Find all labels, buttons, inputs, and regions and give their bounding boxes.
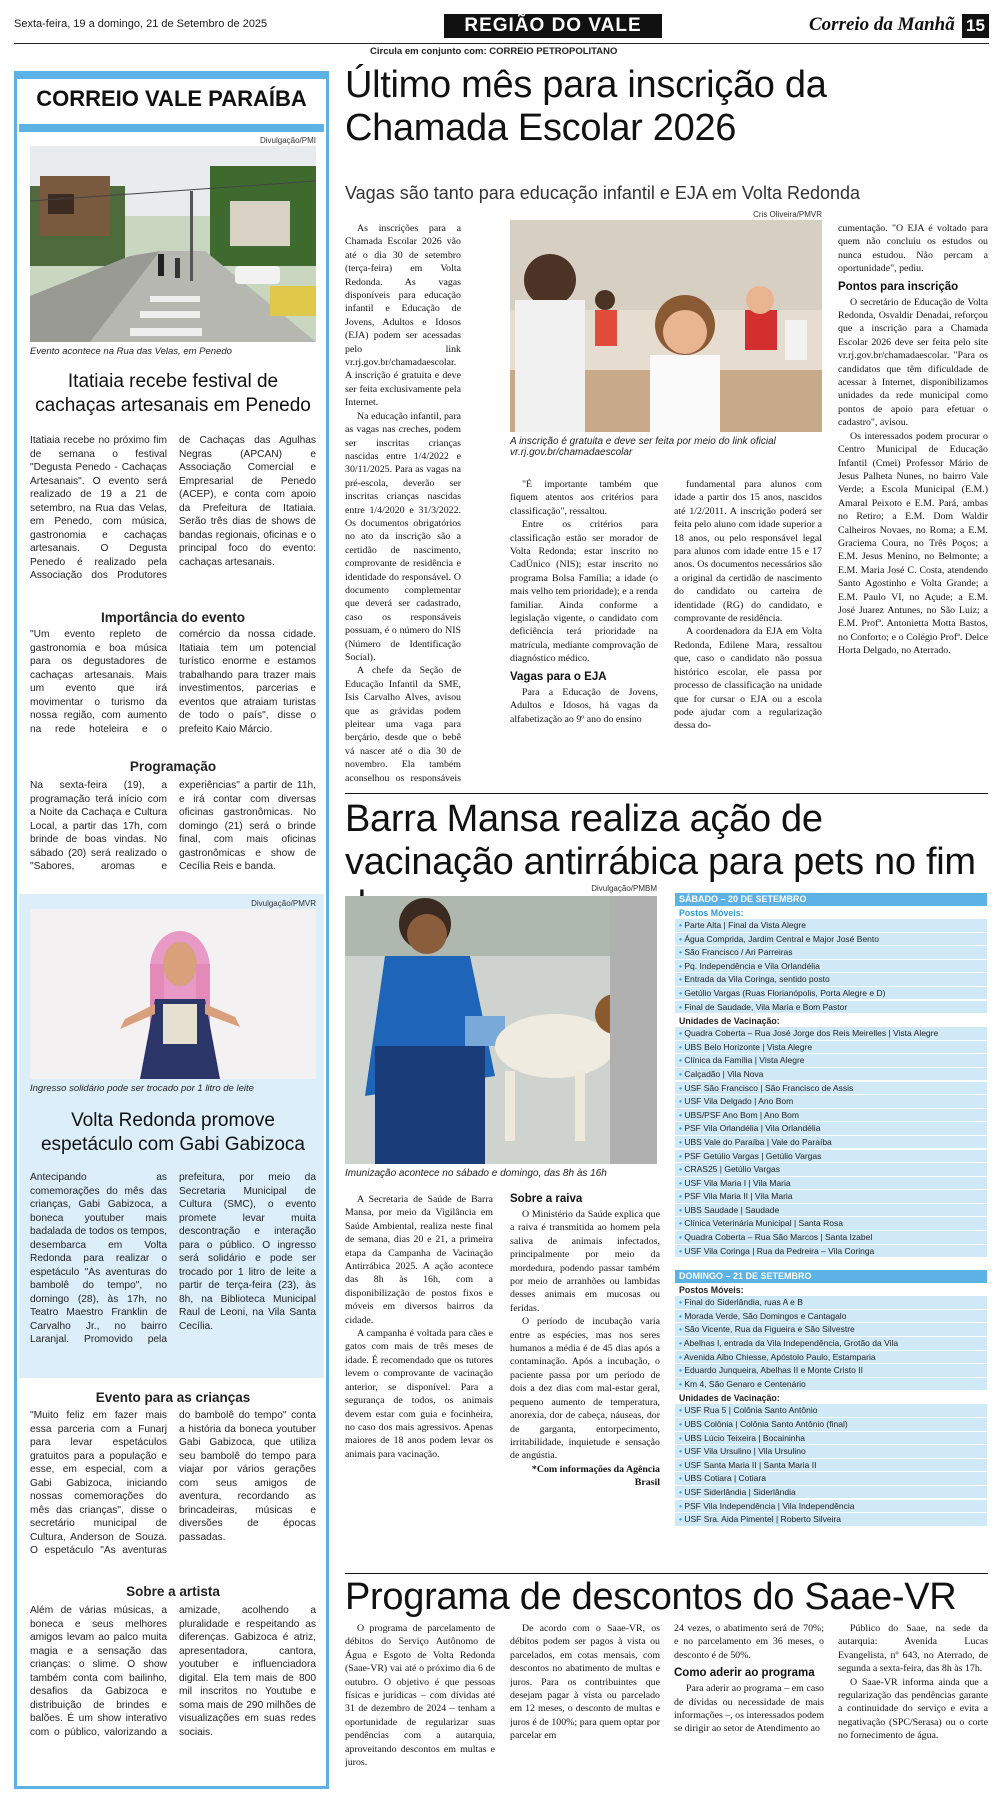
schedule-item: • UBS Vale do Paraíba | Vale do Paraíba bbox=[675, 1136, 987, 1149]
schedule-item: • Km 4, São Genaro e Centenário bbox=[675, 1378, 987, 1391]
paragraph: 24 vezes, o abatimento será de 70%; e no parcelamento em 36 meses, o desconto é de 50%. bbox=[674, 1623, 824, 1661]
schedule-item: • PSF Getúlio Vargas | Getúlio Vargas bbox=[675, 1150, 987, 1163]
schedule-item: • Quadra Coberta – Rua São Marcos | Santa Izabel bbox=[675, 1231, 987, 1244]
schedule-group-label: Unidades de Vacinação: bbox=[679, 1393, 780, 1404]
article-column bbox=[510, 1193, 660, 1563]
mobile-posts-list bbox=[675, 919, 987, 1013]
article-subhead: Vagas para o EJA bbox=[510, 670, 607, 683]
photo-caption: Ingresso solidário pode ser trocado por 1 litro de leite bbox=[30, 1083, 254, 1094]
schedule-item: • UBS Belo Horizonte | Vista Alegre bbox=[675, 1041, 987, 1054]
main-deck: Vagas são tanto para educação infantil e EJA em Volta Redonda bbox=[345, 183, 861, 203]
article-body: Além de várias músicas, a boneca e seus melhores amigos levam ao palco muita magia e a sensação das crianças: o slime. O show também conta com bailinho, desafios da Gabizoca e distribuição de brindes e balões. É um show interativo com o público, valorizando a amizade, acolhendo a pluralidade e respeitando as diferenças. Gabizoca é atriz, apresentadora, cantora, youtuber e influenciadora digital. Ela tem mais de 800 mil inscritos no Youtube e soma mais de 290 milhões de visualizações em suas redes sociais. bbox=[30, 1605, 316, 1738]
article-column bbox=[345, 222, 461, 782]
schedule-item: • UBS Saudade | Saudade bbox=[675, 1204, 987, 1217]
article-column bbox=[838, 222, 988, 782]
paragraph: Na educação infantil, para as vagas nas creches, podem ser inscritas crianças nascidas entre 1/4/2022 e 30/11/2025. Para as vagas na pré-escola, deverão ser inscritas crianças nascidas entre 1/4/2020 e 31/3/2022. Os documentos obrigatórios no ato da inscrição são a certidão de nascimento, comprovante de residência e identidade do responsável. O documento complementar que deverá ser cadastrado, caso os responsáveis possuam, é o número do NIS (Número de Identificação Social). bbox=[345, 410, 461, 663]
schedule-item: • Avenida Albo Chiesse, Apóstolo Paulo, Estamparia bbox=[675, 1351, 987, 1364]
schedule-item: • USF Vila Delgado | Ano Bom bbox=[675, 1095, 987, 1108]
pet-vaccination-photo bbox=[345, 896, 657, 1164]
article-body: "Muito feliz em fazer mais essa parceria com a Funarj para levar espetáculos gratuitos para a população e esse, em especial, com a Gabi Gabizoca, iniciando nossas comemorações do mês das crianças", disse o secretário municipal de Cultura, Anderson de Souza. O espetáculo "As aventuras do bambolê do tempo" conta a história da boneca youtuber Gabi Gabizoca, que utiliza seu bambolê do tempo para viajar por vários gerações com seus amigos de aventura, recordando as brincadeiras, músicas e diversões de épocas passadas. bbox=[30, 1410, 316, 1556]
article-column bbox=[345, 1193, 493, 1553]
gabi-gabizoca-photo bbox=[30, 909, 316, 1079]
paragraph: O secretário de Educação de Volta Redonda, Osvaldir Denadai, reforçou que a inscrição para a Chamada Escolar 2026 deve ser feita pelo site vr.rj.gov.br/chamadaescolar. "Para os candidatos que têm dificuldade de acessar à Internet, disponibilizamos unidades da rede municipal como pontos de apoio para efetuar o cadastro", avisou. bbox=[838, 296, 988, 429]
page-header bbox=[14, 14, 989, 44]
vaccination-units-list bbox=[675, 1027, 987, 1257]
sidebar-top-bar bbox=[14, 71, 329, 79]
school-children-photo bbox=[510, 220, 822, 432]
schedule-item: • USF Vila Ursulino | Vila Ursulino bbox=[675, 1445, 987, 1458]
text-block bbox=[510, 1208, 660, 1463]
schedule-item: • Final de Saudade, Vila Maria e Bom Pastor bbox=[675, 1001, 987, 1014]
schedule-item: • UBS Cotiara | Cotiara bbox=[675, 1472, 987, 1485]
article-subhead: Pontos para inscrição bbox=[838, 280, 959, 293]
article-body: Itatiaia recebe no próximo fim de semana o festival "Degusta Penedo - Cachaças Artesanais". O evento será realizado de 19 a 21 de setembro, na Rua das Velas, em Penedo, com música, gastronomia e cachaças artesanais. O Degusta Penedo é realizado pela Associação dos Produtores de Cachaças das Agulhas Negras (APCAN) e Associação Comercial e Empresarial de Penedo (ACEP), e conta com apoio da Prefeitura de Itatiaia. Serão três dias de shows de bandas regionais, oficinas e o principal foco do evento: cachaças artesanais. bbox=[30, 435, 316, 581]
article-subhead: Como aderir ao programa bbox=[674, 1667, 815, 1680]
page-number: 15 bbox=[962, 14, 989, 38]
article-column bbox=[674, 478, 822, 782]
paragraph: Os interessados podem procurar o Centro Municipal de Educação Infantil (Cmei) Professor Mário de Jesus Palheta Nunes, no bairro Vale Verde; a Escola Municipal (E.M.) Amaral Peixoto e E.M. Pará, ambas no Retiro; a E.M. Dom Waldir Calheiros Novaes, no Roma; a E.M. Graciema Coura, no Três Poços; a E.M. Jesus Menino, no Belmonte; a E.M. Maria José C. Costa, atendendo Santo Agostinho e Volta Grande; a E.M. Paulo VI, no Açude; a E.M. José Juarez Antunes, no São Luiz; a E.M. Profª. Antonietta Motta Bastos, no Conforto; e o Colégio Profª. Delce Horta Delgado, no Aterrado. bbox=[838, 430, 988, 657]
schedule-item: • Abelhas I, entrada da Vila Independência, Grotão da Vila bbox=[675, 1337, 987, 1350]
article-subhead: Evento para as crianças bbox=[95, 1390, 251, 1405]
main-headline: Programa de descontos do Saae-VR bbox=[345, 1576, 957, 1618]
article-headline: Volta Redonda promove espetáculo com Gabi Gabizoca bbox=[40, 1110, 306, 1155]
section-divider bbox=[345, 1573, 988, 1574]
newspaper-logo: Correio da Manhã bbox=[809, 14, 955, 35]
article-subhead: Programação bbox=[129, 759, 217, 774]
schedule-item: • USF Santa Maria II | Santa Maria II bbox=[675, 1459, 987, 1472]
paragraph: Para a Educação de Jovens, Adultos e Idosos, há vagas da alfabetização ao 9º ano do ensino bbox=[510, 686, 658, 725]
article-column bbox=[510, 478, 658, 782]
schedule-item: • Água Comprida, Jardim Central e Major José Bento bbox=[675, 933, 987, 946]
main-headline: Último mês para inscrição da Chamada Escolar 2026 bbox=[345, 64, 827, 149]
paragraph: A coordenadora da EJA em Volta Redonda, Edilene Mara, ressaltou que, caso o candidato não possua histórico escolar, ele passa por processo de classificação na unidade que for cursar o EJA ou a escola pode ajudar com a regularização dessa do- bbox=[674, 626, 822, 732]
paragraph: cumentação. "O EJA é voltado para quem não concluiu os estudos ou nunca estudou. Não percam a oportunidade", pediu. bbox=[838, 223, 988, 275]
paragraph: A campanha é voltada para cães e gatos com mais de três meses de idade. É recomendado que os tutores levem o comprovante de vacinação anterior, se disponível. Para a segurança de todos, os animais devem estar com guia e focinheira, no caso dos mais agressivos. Apenas maiores de 18 anos podem levar os animais para vacinação. bbox=[345, 1328, 493, 1460]
photo-caption: Imunização acontece no sábado e domingo, das 8h às 16h bbox=[345, 1168, 607, 1179]
paragraph: Entre os critérios para classificação estão ser morador de Volta Redonda; estar inscrito no CadÚnico (NIS); estar inscrito no programa Bolsa Família; a idade (o mais velho tem prioridade); e a renda familiar. Ainda conforme a legislação vigente, o candidato com deficiência terá prioridade na matrícula, mediante comprovação de diagnóstico médico. bbox=[510, 519, 658, 665]
schedule-item: • São Francisco / Ari Parreiras bbox=[675, 946, 987, 959]
paragraph: A Secretaria de Saúde de Barra Mansa, por meio da Vigilância em Saúde Ambiental, realiza neste final de semana, dias 20 e 21, a primeira etapa da Campanha de Vacinação Antirrábica 2025. A ação acontece das 8h às 16h, com a disponibilização de postos fixos e móveis em diversos bairros da cidade. bbox=[345, 1194, 493, 1326]
schedule-item: • Clínica Veterinária Municipal | Santa Rosa bbox=[675, 1217, 987, 1230]
article-column bbox=[345, 1622, 495, 1792]
paragraph: O programa de parcelamento de débitos do Serviço Autônomo de Água e Esgoto de Volta Redonda (Saae-VR) vai até o próximo dia 6 de outubro. O objetivo é que pessoas físicas e jurídicas – com dívidas até 31 de dezembro de 2024 – tenham a oportunidade de regularizar suas pendências com a autarquia, aproveitando descontos em multas e juros. bbox=[345, 1623, 495, 1769]
paragraph: A chefe da Seção de Educação Infantil da SME, Isis Carvalho Alves, avisou que as grávidas podem pleitear uma vaga para berçário, desde que o bebê vá nascer até o dia 30 de novembro. Ela também aconselhou os responsáveis bbox=[345, 665, 461, 782]
schedule-item: • Eduardo Junqueira, Abelhas II e Monte Cristo II bbox=[675, 1364, 987, 1377]
article-column bbox=[838, 1622, 988, 1792]
schedule-item: • Final do Siderlândia, ruas A e B bbox=[675, 1296, 987, 1309]
sidebar-title: CORREIO VALE PARAÍBA bbox=[36, 86, 307, 111]
article-subhead: Sobre a artista bbox=[126, 1584, 220, 1599]
schedule-item: • Pq. Independência e Vila Orlandélia bbox=[675, 960, 987, 973]
article-column bbox=[674, 1622, 824, 1792]
schedule-item: • UBS Lúcio Teixeira | Bocaininha bbox=[675, 1432, 987, 1445]
photo-credit: Cris Oliveira/PMVR bbox=[753, 210, 822, 219]
schedule-item: • USF Vila Maria I | Vila Maria bbox=[675, 1177, 987, 1190]
schedule-item: • Morada Verde, São Domingos e Cantagalo bbox=[675, 1310, 987, 1323]
paragraph: O período de incubação varia entre as espécies, mas nos seres humanos a média é de 45 dias após a contaminação. Após a incubação, o paciente passa por um período de dois a dez dias com mal-estar geral, pequeno aumento de temperatura, anorexia, dor de cabeça, náuseas, dor de garganta, entorpecimento, irritabilidade, inquietude e sensação de angústia. bbox=[510, 1316, 660, 1462]
paragraph: Para aderir ao programa – em caso de dívidas ou necessidade de mais informações –, os interessados podem se dirigir ao setor de Atendimento ao bbox=[674, 1683, 824, 1735]
schedule-item: • São Vicente, Rua da Figueira e São Silvestre bbox=[675, 1323, 987, 1336]
schedule-day-header: DOMINGO – 21 DE SETEMBRO bbox=[675, 1270, 987, 1283]
vaccination-units-list bbox=[675, 1404, 987, 1525]
sidebar-rule bbox=[19, 124, 324, 132]
text-block bbox=[838, 296, 988, 658]
schedule-item: • CRAS25 | Getúlio Vargas bbox=[675, 1163, 987, 1176]
schedule-item: • USF Rua 5 | Colônia Santo Antônio bbox=[675, 1404, 987, 1417]
paragraph: O Saae-VR informa ainda que a regularização das pendências garante a continuidade do serviço e evita a negativação (SPC/Serasa) ou o corte no fornecimento de água. bbox=[838, 1676, 988, 1742]
photo-caption: Evento acontece na Rua das Velas, em Penedo bbox=[30, 346, 232, 357]
text-block bbox=[510, 478, 658, 666]
schedule-item: • PSF Vila Maria II | Vila Maria bbox=[675, 1190, 987, 1203]
paragraph: "É importante também que fiquem atentos aos critérios para classificação", ressaltou. bbox=[510, 479, 658, 517]
schedule-item: • USF Vila Coringa | Rua da Pedreira – Vila Coringa bbox=[675, 1245, 987, 1258]
section-title: REGIÃO DO VALE bbox=[444, 14, 662, 38]
section-divider bbox=[345, 793, 988, 794]
schedule-item: • UBS Colônia | Colônia Santo Antônio (final) bbox=[675, 1418, 987, 1431]
schedule-item: • USF Sra. Aida Pimentel | Roberto Silveira bbox=[675, 1513, 987, 1526]
schedule-day-header: SÁBADO – 20 DE SETEMBRO bbox=[675, 893, 987, 906]
paragraph: De acordo com o Saae-VR, os débitos podem ser pagos à vista ou parcelados, em cotas mensais, com descontos no abatimento de multas e juros. Para os contribuintes que desejam pagar à vista ou parcelado em 12 meses, o desconto de multas e juros é de 100%; para quem optar por parcelar em bbox=[510, 1623, 660, 1742]
schedule-item: • Entrada da Vila Coringa, sentido posto bbox=[675, 973, 987, 986]
article-body: "Um evento repleto de gastronomia e boa música para os degustadores de cachaças artesanais. Mais um evento que irá movimentar o turismo da nossa região, com aumento na rede hoteleira e o comércio da nossa cidade. Itatiaia tem um potencial turístico enorme e estamos trabalhando para trazer mais investimentos, parcerias e eventos que atraiam turistas de todo o país", disse o prefeito Kaio Márcio. bbox=[30, 629, 316, 735]
schedule-item: • Quadra Coberta – Rua José Jorge dos Reis Meirelles | Vista Alegre bbox=[675, 1027, 987, 1040]
photo-caption: A inscrição é gratuita e deve ser feita por meio do link oficial vr.rj.gov.br/chamadaescolar bbox=[510, 436, 776, 458]
issue-date: Sexta-feira, 19 a domingo, 21 de Setembro de 2025 bbox=[14, 18, 268, 30]
schedule-group-label: Postos Móveis: bbox=[679, 1285, 744, 1296]
schedule-item: • PSF Vila Independência | Vila Independência bbox=[675, 1500, 987, 1513]
mobile-posts-list bbox=[675, 1296, 987, 1390]
article-body: Antecipando as comemorações do mês das crianças, Gabi Gabizoca, a boneca youtuber mais badalada de todos os tempos, desembarca em Volta Redonda para realizar o espetáculo "As aventuras do bambolê do tempo", no domingo (28), às 17h, no Teatro Maestro Franklin de Carvalho Jr., no bairro Laranjal. Promovido pela prefeitura, por meio da Secretaria Municipal de Cultura (SMC), o evento promete levar muita descontração e interação para o público. O ingresso será solidário e pode ser trocado por 1 litro de leite a partir de terça-feira (23), às 8h, na Biblioteca Municipal Raul de Leoni, na Vila Santa Cecília. bbox=[30, 1172, 316, 1345]
paragraph: As inscrições para a Chamada Escolar 2026 vão até o dia 30 de setembro (terça-feira) em Volta Redonda. As vagas disponíveis para educação infantil e Educação de Jovens, Adultos e Idosos (EJA) podem ser acessadas pelo link vr.rj.gov.br/chamadaescolar. A inscrição é gratuita e deve ser feita exclusivamente pela Internet. bbox=[345, 223, 461, 409]
photo-credit: Divulgação/PMBM bbox=[591, 884, 657, 893]
photo-credit: Divulgação/PMVR bbox=[251, 899, 316, 908]
schedule-item: • Parte Alta | Final da Vista Alegre bbox=[675, 919, 987, 932]
article-subhead: Sobre a raiva bbox=[510, 1193, 583, 1205]
circulation-note: Circula em conjunto com: CORREIO PETROPOLITANO bbox=[370, 46, 618, 57]
schedule-item: • Getúlio Vargas (Ruas Florianópolis, Porta Alegre e D) bbox=[675, 987, 987, 1000]
paragraph: O Ministério da Saúde explica que a raiva é transmitida ao homem pela saliva de animais infectados, principalmente por meio da mordedura, podendo passar também por meio de arranhões ou lambidas desses animais em mucosas ou feridas. bbox=[510, 1209, 660, 1314]
schedule-item: • Calçadão | Vila Nova bbox=[675, 1068, 987, 1081]
schedule-group-label: Unidades de Vacinação: bbox=[679, 1016, 780, 1027]
paragraph: fundamental para alunos com idade a partir dos 15 anos, nascidos até 1/2/2011. A inscrição poderá ser feita pelo aluno com idade superior a 18 anos, ou pelo responsável legal para alunos com idade entre 15 e 17 anos. Os documentos necessários são a original da certidão de nascimento do candidato ou carteira de identidade (RG) do candidato, e comprovante de residência. bbox=[674, 479, 822, 625]
article-subhead: Importância do evento bbox=[100, 610, 246, 625]
main-headline: Barra Mansa realiza ação de vacinação antirrábica para pets no fim bbox=[345, 798, 976, 883]
article-column bbox=[510, 1622, 660, 1792]
article-body: Na sexta-feira (19), a programação terá início com a Noite da Cachaça e Cultura Local, a partir das 17h, com brinde de boas vindas. No sábado (20) será realizado o "Sabores, aromas e experiências" a partir de 11h, e irá contar com diversas oficinas gastronômicas. No domingo (21) será o brinde final, com mais oficinas gastronômicas e show de Cecília Reis e banda. bbox=[30, 780, 316, 872]
article-headline: Itatiaia recebe festival de cachaças artesanais em Penedo bbox=[35, 371, 311, 416]
vaccination-schedule bbox=[675, 893, 987, 1561]
schedule-item: • Clínica da Família | Vista Alegre bbox=[675, 1054, 987, 1067]
photo-credit: Divulgação/PMI bbox=[259, 136, 316, 145]
penedo-street-photo bbox=[30, 146, 316, 342]
schedule-item: • UBS/PSF Ano Bom | Ano Bom bbox=[675, 1109, 987, 1122]
schedule-item: • USF São Francisco | São Francisco de Assis bbox=[675, 1082, 987, 1095]
schedule-item: • USF Siderlândia | Siderlândia bbox=[675, 1486, 987, 1499]
schedule-item: • PSF Vila Orlandélia | Vila Orlandélia bbox=[675, 1122, 987, 1135]
source-note: *Com informações da Agência Brasil bbox=[531, 1463, 660, 1489]
schedule-group-label: Postos Móveis: bbox=[679, 908, 744, 918]
paragraph: Público do Saae, na sede da autarquia: Avenida Lucas Evangelista, nº 643, no Aterrado, de segunda a sexta-feira, das 8h às 17h. bbox=[838, 1623, 988, 1675]
